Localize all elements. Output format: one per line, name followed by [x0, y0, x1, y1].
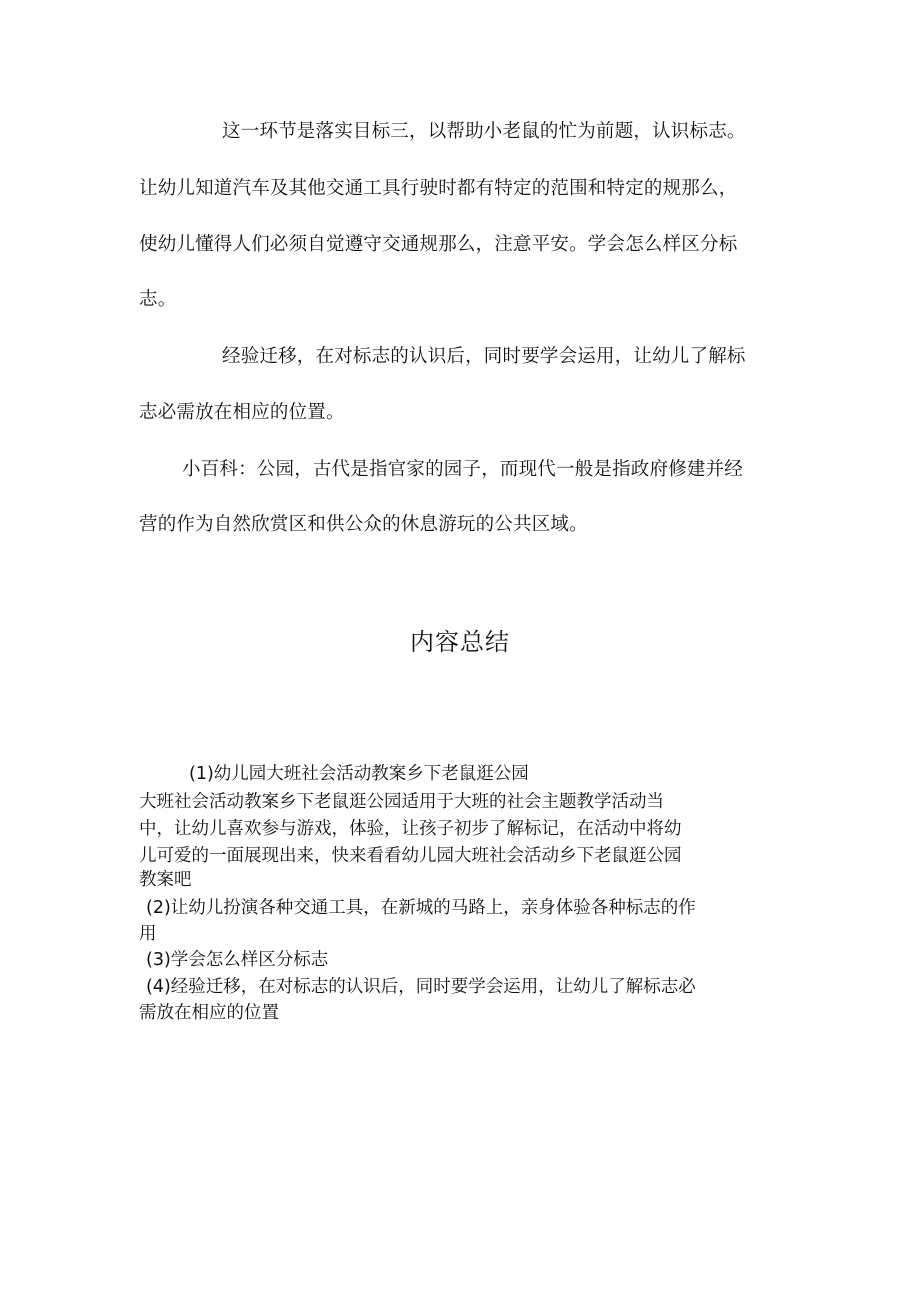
- summary-item2-line2: 用: [139, 924, 157, 944]
- summary-item1-line1: 大班社会活动教案乡下老鼠逛公园适用于大班的社会主题教学活动当: [139, 792, 664, 812]
- summary-title: 内容总结: [410, 628, 510, 656]
- summary-item2-line1: (2)让幼儿扮演各种交通工具，在新城的马路上，亲身体验各种标志的作: [146, 898, 696, 918]
- para2-line2: 志必需放在相应的位置。: [139, 402, 345, 423]
- summary-item4-line1: (4)经验迁移，在对标志的认识后，同时要学会运用，让幼儿了解标志必: [146, 977, 696, 997]
- para3-line1: 小百科：公园，古代是指官家的园子，而现代一般是指政府修建并经: [182, 459, 744, 480]
- para1-line1: 这一环节是落实目标三，以帮助小老鼠的忙为前题，认识标志。: [222, 121, 746, 142]
- summary-item1-line4: 教案吧: [139, 870, 192, 890]
- summary-item1-heading: (1)幼儿园大班社会活动教案乡下老鼠逛公园: [189, 764, 529, 784]
- summary-item4-line2: 需放在相应的位置: [139, 1003, 279, 1023]
- para3-line2: 营的作为自然欣赏区和供公众的休息游玩的公共区域。: [139, 514, 588, 535]
- summary-item1-line3: 儿可爱的一面展现出来，快来看看幼儿园大班社会活动乡下老鼠逛公园: [139, 846, 682, 866]
- para1-line3: 使幼儿懂得人们必须自觉遵守交通规那么，注意平安。学会怎么样区分标: [139, 234, 738, 255]
- summary-item1-line2: 中，让幼儿喜欢参与游戏，体验，让孩子初步了解标记，在活动中将幼: [139, 819, 682, 839]
- summary-item3-line1: (3)学会怎么样区分标志: [146, 950, 329, 970]
- para1-line4: 志。: [139, 289, 177, 310]
- para1-line2: 让幼儿知道汽车及其他交通工具行驶时都有特定的范围和特定的规那么，: [139, 178, 738, 199]
- para2-line1: 经验迁移，在对标志的认识后，同时要学会运用，让幼儿了解标: [222, 346, 746, 367]
